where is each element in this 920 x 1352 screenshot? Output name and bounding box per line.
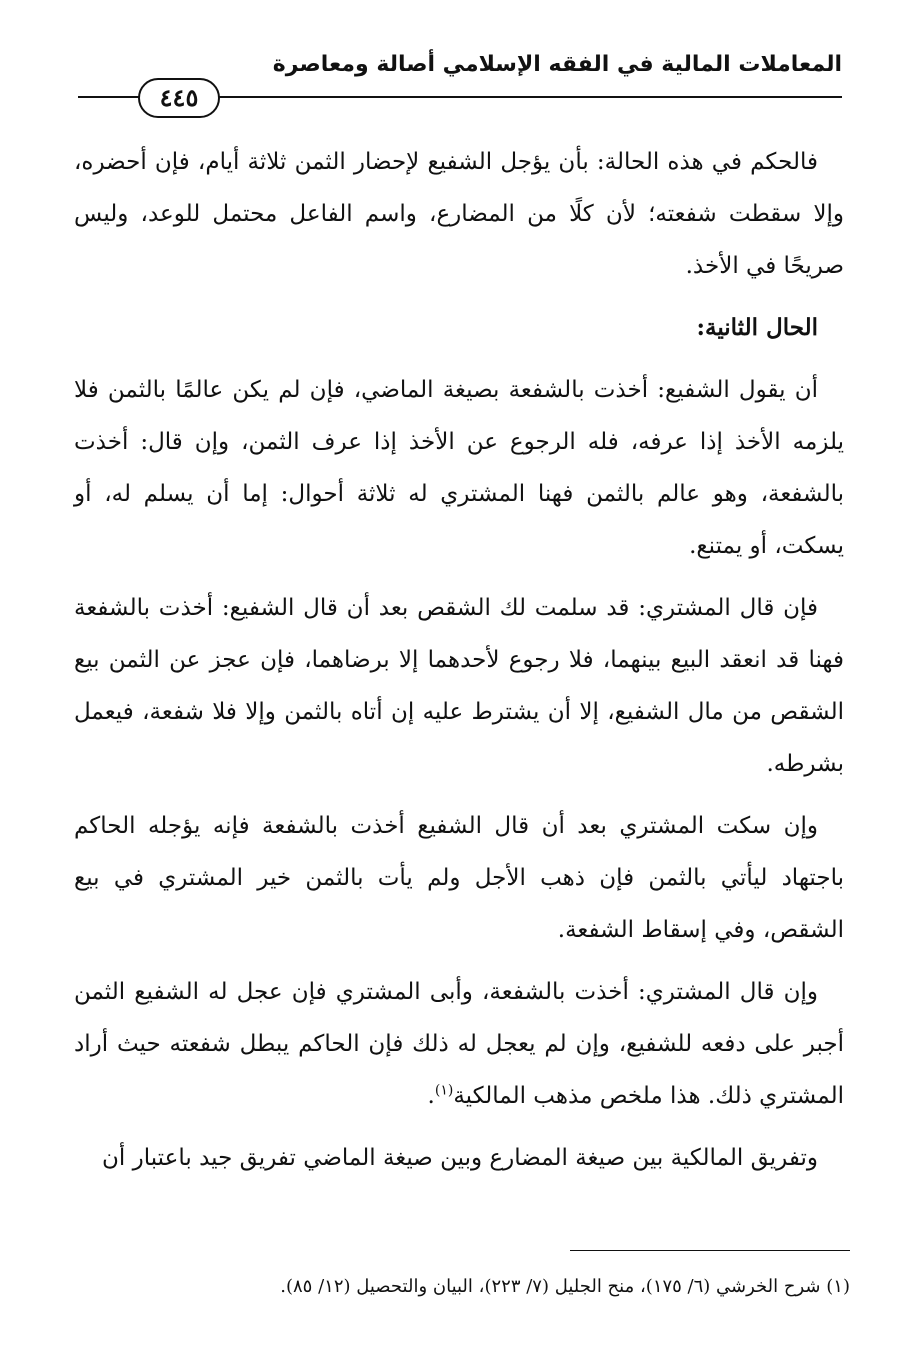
paragraph-2: أن يقول الشفيع: أخذت بالشفعة بصيغة الماضي، فإن لم يكن عالمًا بالثمن فلا يلزمه الأخذ إذا عرفه، فله الرجوع عن الأخذ إذا عرف الثمن، وإن قال: أخذت بالشفعة، وهو عالم بالثمن فهنا المشتري له ثلاثة أحوال: إما أن يسلم له، أو يسكت، أو يمتنع. bbox=[74, 377, 844, 559]
running-header: المعاملات المالية في الفقه الإسلامي أصالة ومعاصرة bbox=[272, 52, 842, 77]
paragraph-6: وتفريق المالكية بين صيغة المضارع وبين صيغة الماضي تفريق جيد باعتبار أن bbox=[102, 1145, 818, 1171]
footnote-text: شرح الخرشي (٦/ ١٧٥)، منح الجليل (٧/ ٢٢٣)، البيان والتحصيل (١٢/ ٨٥). bbox=[280, 1276, 821, 1297]
footnote-reference[interactable]: (١) bbox=[434, 1082, 454, 1099]
paragraph-1: فالحكم في هذه الحالة: بأن يؤجل الشفيع لإحضار الثمن ثلاثة أيام، فإن أحضره، وإلا سقطت شفعته؛ لأن كلًا من المضارع، واسم الفاعل محتمل للوعد، وليس صريحًا في الأخذ. bbox=[74, 149, 844, 279]
section-subheading: الحال الثانية: bbox=[696, 314, 818, 341]
paragraph-4: وإن سكت المشتري بعد أن قال الشفيع أخذت بالشفعة فإنه يؤجله الحاكم باجتهاد ليأتي بالثمن فإن ذهب الأجل ولم يأت بالثمن خير المشتري في بيع الشقص، وفي إسقاط الشفعة. bbox=[74, 813, 844, 943]
footnote-rule bbox=[570, 1250, 850, 1251]
footnote-marker: (١) bbox=[826, 1276, 850, 1297]
footnote-1 bbox=[70, 1264, 850, 1310]
body-text bbox=[74, 136, 844, 1192]
paragraph-3: فإن قال المشتري: قد سلمت لك الشقص بعد أن قال الشفيع: أخذت بالشفعة فهنا قد انعقد البيع بينهما، فلا رجوع لأحدهما إلا برضاهما، فإن عجز عن الثمن بيع الشقص من مال الشفيع، إلا أن يشترط عليه إن أتاه بالثمن وإلا فلا شفعة، فيعمل بشرطه. bbox=[74, 595, 844, 777]
paragraph-5 bbox=[74, 966, 844, 1122]
paragraph-5-end: . bbox=[427, 1083, 435, 1109]
paragraph-5-text: وإن قال المشتري: أخذت بالشفعة، وأبى المشتري فإن عجل له الشفيع الثمن أجبر على دفعه للشفيع، وإن لم يعجل له ذلك فإن الحاكم يبطل شفعته حيث أراد المشتري ذلك. هذا ملخص مذهب المالكية bbox=[74, 979, 844, 1109]
page-number: ٤٤٥ bbox=[138, 78, 220, 118]
